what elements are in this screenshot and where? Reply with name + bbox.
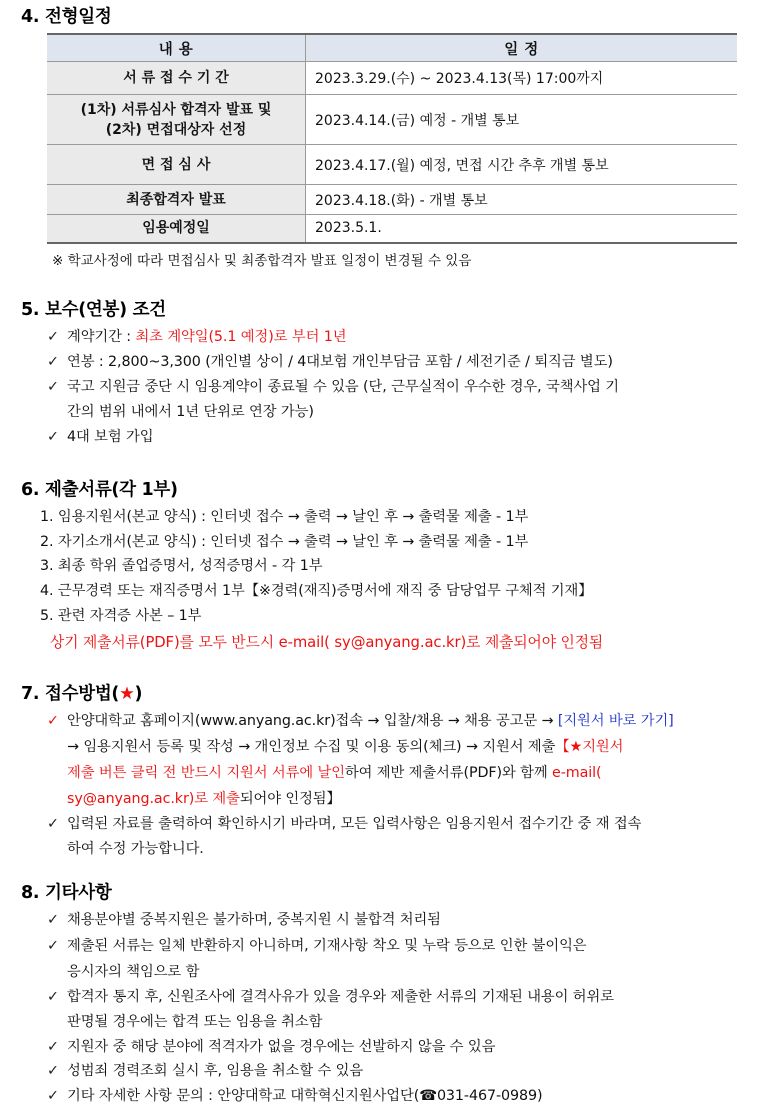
- list-item: ✓ 제출된 서류는 일체 반환하지 아니하며, 기재사항 착오 및 누락 등으로 인한 불이익은: [47, 938, 587, 954]
- table-header-row: [47, 34, 737, 62]
- list-item-continuation: → 임용지원서 등록 및 작성 → 개인정보 수집 및 이용 동의(체크) → 지원서 제출【★지원서: [67, 739, 624, 755]
- schedule-table: [47, 33, 737, 244]
- list-item: 2. 자기소개서(본교 양식) : 인터넷 접수 → 출력 → 날인 후 → 출력물 제출 - 1부: [40, 534, 529, 550]
- check-icon: ✓: [47, 912, 59, 928]
- list-item-continuation: sy@anyang.ac.kr)로 제출되어야 인정됨】: [67, 791, 341, 807]
- check-icon: ✓: [47, 429, 59, 445]
- check-icon: ✓: [47, 938, 59, 954]
- list-item: ✓ 지원자 중 해당 분야에 적격자가 없을 경우에는 선발하지 않을 수 있음: [47, 1039, 496, 1055]
- row-value: 2023.4.17.(월) 예정, 면접 시간 추후 개별 통보: [306, 145, 738, 185]
- list-item-continuation: 판명될 경우에는 합격 또는 임용을 취소함: [67, 1014, 323, 1030]
- section-6-title: 6. 제출서류(각 1부): [21, 480, 178, 500]
- contract-period-value: 최초 계약일(5.1 예정)로 부터 1년: [135, 329, 347, 345]
- list-item: ✓ 합격자 통지 후, 신원조사에 결격사유가 있을 경우와 제출한 서류의 기재된 내용이 허위로: [47, 989, 614, 1005]
- check-icon: ✓: [47, 1088, 59, 1104]
- check-icon: ✓: [47, 1039, 59, 1055]
- list-item: 5. 관련 자격증 사본 – 1부: [40, 608, 202, 624]
- check-icon: ✓: [47, 989, 59, 1005]
- check-icon: ✓: [47, 713, 59, 729]
- section-7-title: 7. 접수방법(★): [21, 684, 143, 704]
- list-item: ✓ 성범죄 경력조회 실시 후, 임용을 취소할 수 있음: [47, 1063, 364, 1079]
- table-row: [47, 185, 737, 215]
- list-item: 3. 최종 학위 졸업증명서, 성적증명서 - 각 1부: [40, 558, 323, 574]
- section-5-title: 5. 보수(연봉) 조건: [21, 300, 166, 320]
- row-label-line1: (1차) 서류심사 합격자 발표 및: [80, 101, 272, 118]
- list-item: 4. 근무경력 또는 재직증명서 1부【※경력(재직)증명서에 재직 중 담당업무 구체적 기재】: [40, 583, 593, 599]
- check-icon: ✓: [47, 1063, 59, 1079]
- check-icon: ✓: [47, 329, 59, 345]
- list-item: 1. 임용지원서(본교 양식) : 인터넷 접수 → 출력 → 날인 후 → 출력물 제출 - 1부: [40, 509, 529, 525]
- section-4-title: 4. 전형일정: [21, 7, 112, 27]
- section-8-title: 8. 기타사항: [21, 883, 112, 903]
- star-icon: ★: [119, 684, 135, 704]
- row-label: 면 접 심 사: [47, 145, 306, 185]
- row-value: 2023.3.29.(수) ~ 2023.4.13(목) 17:00까지: [306, 62, 738, 95]
- row-label-line2: (2차) 면접대상자 선정: [105, 121, 247, 138]
- row-label: [47, 95, 306, 145]
- table-row: [47, 95, 737, 145]
- list-item-continuation: 간의 범위 내에서 1년 단위로 연장 가능): [67, 404, 314, 420]
- row-label: 서 류 접 수 기 간: [47, 62, 306, 95]
- check-icon: ✓: [47, 816, 59, 832]
- email-link: sy@anyang.ac.kr)로 제출: [67, 791, 240, 807]
- list-item-continuation: 응시자의 책임으로 함: [67, 964, 200, 980]
- row-label: 최종합격자 발표: [47, 185, 306, 215]
- table-row: [47, 145, 737, 185]
- row-value: 2023.5.1.: [306, 215, 738, 243]
- list-item: ✓ 국고 지원금 중단 시 임용계약이 종료될 수 있음 (단, 근무실적이 우수한 경우, 국책사업 기: [47, 379, 620, 395]
- list-item-continuation: 하여 수정 가능합니다.: [67, 841, 204, 857]
- list-item: ✓ 채용분야별 중복지원은 불가하며, 중복지원 시 불합격 처리됨: [47, 912, 441, 928]
- header-schedule: 일 정: [306, 34, 738, 62]
- header-content: 내 용: [47, 34, 306, 62]
- table-row: [47, 215, 737, 243]
- list-item-continuation: 제출 버튼 클릭 전 반드시 지원서 서류에 날인하여 제반 제출서류(PDF)와 함께 e-mail(: [67, 765, 602, 781]
- list-item: ✓ 연봉 : 2,800~3,300 (개인별 상이 / 4대보험 개인부담금 포함 / 세전기준 / 퇴직금 별도): [47, 354, 613, 370]
- row-label: 임용예정일: [47, 215, 306, 243]
- row-value: 2023.4.18.(화) - 개별 통보: [306, 185, 738, 215]
- list-item: ✓ 계약기간 : 최초 계약일(5.1 예정)로 부터 1년: [47, 329, 347, 345]
- schedule-note: ※ 학교사정에 따라 면접심사 및 최종합격자 발표 일정이 변경될 수 있음: [52, 253, 472, 269]
- submission-notice: 상기 제출서류(PDF)를 모두 반드시 e-mail( sy@anyang.ac.kr)로 제출되어야 인정됨: [50, 634, 604, 651]
- list-item: ✓ 기타 자세한 사항 문의 : 안양대학교 대학혁신지원사업단(☎031-467-0989): [47, 1088, 543, 1104]
- list-item: ✓ 입력된 자료를 출력하여 확인하시기 바라며, 모든 입력사항은 임용지원서 접수기간 중 재 접속: [47, 816, 642, 832]
- table-row: [47, 62, 737, 95]
- check-icon: ✓: [47, 354, 59, 370]
- apply-link[interactable]: [지원서 바로 가기]: [557, 713, 674, 729]
- list-item: ✓ 안양대학교 홈페이지(www.anyang.ac.kr)접속 → 입찰/채용 → 채용 공고문 → [지원서 바로 가기]: [47, 713, 674, 729]
- row-value: 2023.4.14.(금) 예정 - 개별 통보: [306, 95, 738, 145]
- list-item: ✓ 4대 보험 가입: [47, 429, 154, 445]
- check-icon: ✓: [47, 379, 59, 395]
- phone-icon: ☎: [419, 1088, 437, 1104]
